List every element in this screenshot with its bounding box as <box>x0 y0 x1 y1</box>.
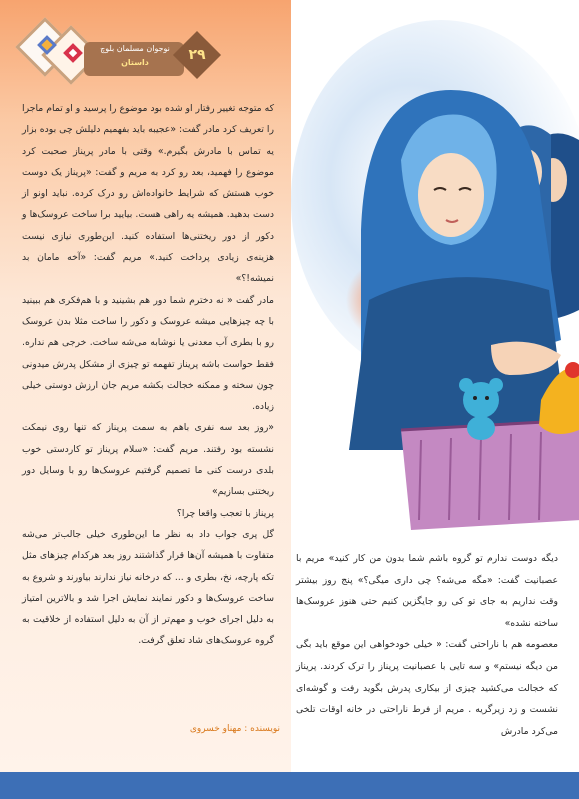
section-label: داستان <box>121 58 149 67</box>
page-bottom-bar <box>0 772 579 799</box>
page-number-diamond <box>173 31 221 79</box>
page-number: ۲۹ <box>188 47 206 63</box>
magazine-header-badge <box>20 20 206 80</box>
paragraph: مادر گفت « نه دخترم شما دور هم بشینید و با هم‌فکری هم ببینید با چه چیزهایی میشه عروسک و دکور را ساخت مثلا بدن عروسک رو با بطری آب معدنی یا نوشابه می‌شه ساخت. خرجی هم نداره. فقط حواست باشه پریناز تفهمه تو چیزی از مشکل پدرش میدونی چون سخته و ممکنه خجالت بکشه مریم جان ارزش دوستی خیلی زیاده. <box>22 294 274 413</box>
story-illustration <box>291 0 579 530</box>
story-right-column <box>296 548 558 742</box>
story-left-column <box>22 98 274 652</box>
carpet-pattern-icon <box>32 30 92 74</box>
paragraph: «روز بعد سه نفری باهم به سمت پریناز که تنها روی نیمکت نشسته بود رفتند. مریم گفت: «سلام پریناز تو کاردستی خوب بلدی درست کنی ما تصمیم گرفتیم عروسک‌ها رو با وسایل دور ریختنی بسازیم» <box>22 422 274 498</box>
paragraph: پریناز با تعجب واقعا چرا؟ <box>176 507 274 519</box>
paragraph: دیگه دوست ندارم تو گروه باشم شما بدون من کار کنید» مریم با عصبانیت گفت: «مگه می‌شه؟ چی داری میگی؟» پنج روز بیشتر وقت نداریم به جای تو کی رو جایگزین کنیم حتی هنوز عروسک‌ها ساخته نشده» <box>296 553 558 629</box>
author-credit: نویسنده : مهناو خسروی <box>189 724 280 734</box>
paragraph: گل پری جواب داد به نظر ما این‌طوری خیلی جالب‌تر می‌شه متفاوت با همیشه آن‌ها قرار گذاشتند روز بعد هرکدام چیزهای مثل تکه پارچه، نخ، بطری و ... که درخانه نیاز ندارند بیاورند و شروع به ساخت عروسک‌ها و دکور نمایند نمایش اجرا شد و بالاترین امتیاز به دلیل اجرای خوب و مهم‌تر از آن به دلیل استفاده از خلاقیت به گروه عروسک‌های شاد تعلق گرفت. <box>22 528 274 647</box>
paragraph: معصومه هم با ناراحتی گفت: « خیلی خودخواهی این موقع باید بگی من دیگه نیستم» و سه تایی با عصبانیت پریناز را ترک کردند. پریناز که خجالت می‌کشید چیزی از بیکاری پدرش بگوید رفت و گوشه‌ای نشست و زد زیرگریه . مریم از فرط ناراحتی در خانه اوقات تلخی می‌کرد مادرش <box>296 639 558 737</box>
paragraph: که متوجه تغییر رفتار او شده بود موضوع را پرسید و او تمام ماجرا را تعریف کرد مادر گفت: «عجیبه باید بفهمیم دلیلش چی بوده بزار یه تماس با مادرش بگیرم.» وقتی با مادر پریناز صحبت کرد موضوع را فهمید، بعد رو کرد به مریم و گفت: «پریناز یک دوست خوب هستش که شرایط خانواده‌اش رو درک کرده. نباید اونو از دست بدهید. همیشه یه راهی هست. بیایید برا ساخت عروسک‌ها و دکور از دور ریختنی‌ها استفاده کنید. این‌طوری نیازی نیست هزینه‌ی زیادی پرداخت کنید.» مریم گفت: «آخه مامان بد نمیشه!؟» <box>22 103 274 285</box>
magazine-title: نوجوان مسلمان بلوچ <box>100 44 170 53</box>
